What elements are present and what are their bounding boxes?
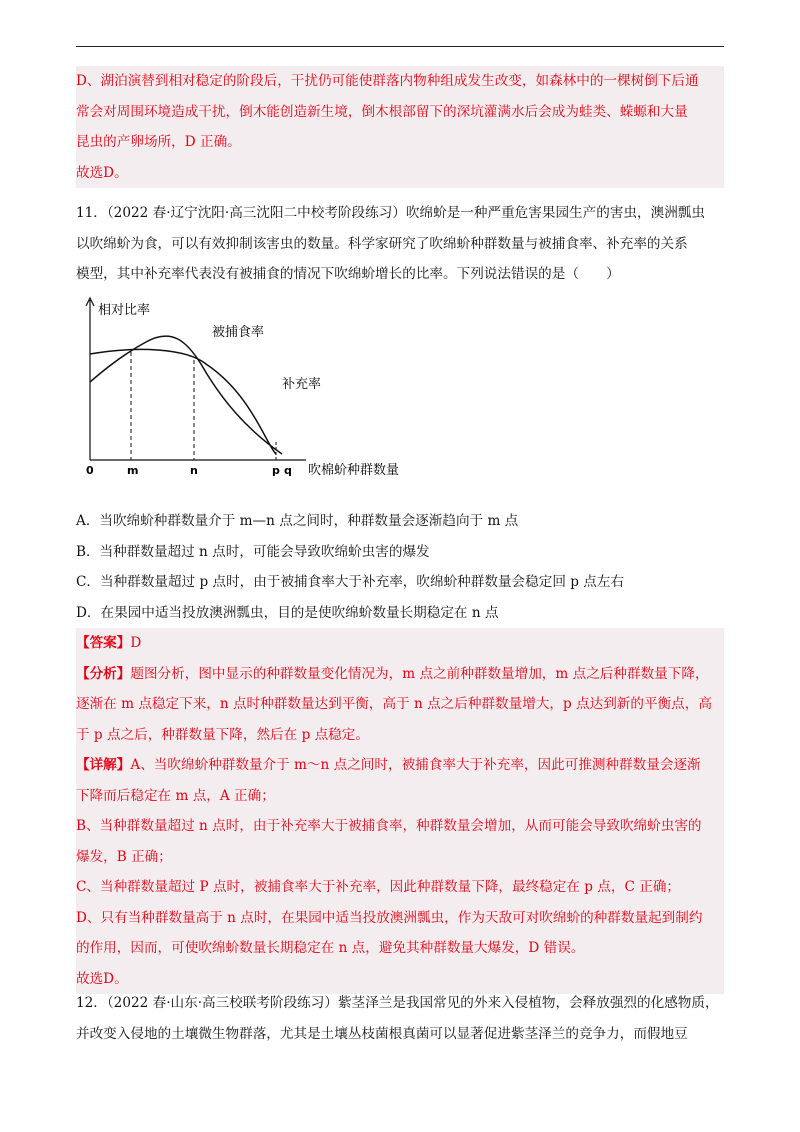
detail-line [76,750,724,781]
header-rule [76,46,724,47]
origin-label: 0 [86,464,94,477]
tick-label-q: q [284,464,292,477]
option-a: A．当吹绵蚧种群数量介于 m—n 点之间时，种群数量会逐渐趋向于 m 点 [76,513,519,529]
text-line: C、当种群数量超过 P 点时，被捕食率大于补充率，因此种群数量下降，最终稳定在 p 点，C 正确； [76,879,681,895]
answer-tag: 【答案】 [76,635,131,651]
answer-line [76,628,724,659]
question-12-stem [76,988,724,1049]
text-line: A、当吹绵蚧种群数量介于 m～n 点之间时，被捕食率大于补充率，因此可推测种群数量会逐渐 [130,757,701,773]
x-axis-label: 吹棉蚧种群数量 [308,463,400,478]
option-d: D．在果园中适当投放澳洲瓢虫，目的是使吹绵蚧数量长期稳定在 n 点 [76,604,499,621]
text-line: 于 p 点之后，种群数量下降，然后在 p 点稳定。 [76,726,369,743]
text-line: 常会对周围环境造成干扰，倒木能创造新生境，倒木根部留下的深坑灌满水后会成为蛙类、蝾螈和大量 [76,103,688,120]
prev-explanation [76,66,724,188]
question-11-solution [76,628,724,994]
curve-label-recruitment: 补充率 [282,377,322,392]
text-line: 12．（2022 春·山东·高三校联考阶段练习）紫茎泽兰是我国常见的外来入侵植物，会释放强烈的化感物质， [76,995,719,1011]
curve-label-predation: 被捕食率 [212,325,265,340]
text-line: 逐渐在 m 点稳定下来，n 点时种群数量达到平衡，高于 n 点之后种群数量增大，p 点达到新的平衡点，高 [76,696,712,712]
question-11-options [76,506,724,628]
answer-value: D [130,635,142,651]
text-line: 并改变入侵地的土壤微生物群落，尤其是土壤丛枝菌根真菌可以显著促进紫茎泽兰的竞争力，而假地豆 [76,1025,688,1042]
text-line: D、只有当种群数量高于 n 点时，在果园中适当投放澳洲瓢虫，作为天敌可对吹绵蚧的种群数量起到制约 [76,909,703,926]
tick-label-m: m [127,464,139,477]
conclusion-line: 故选D。 [76,164,128,181]
text-line: 模型，其中补充率代表没有被捕食的情况下吹绵蚧增长的比率。下列说法错误的是（ ） [76,266,620,282]
text-line: 下降而后稳定在 m 点，A 正确； [76,787,275,804]
question-11-figure [76,294,456,494]
option-b: B．当种群数量超过 n 点时，可能会导致吹绵蚧虫害的爆发 [76,543,430,560]
text-line: 的作用，因而，可使吹绵蚧数量长期稳定在 n 点，避免其种群数量大爆发，D 错误。 [76,940,585,956]
tick-label-n: n [190,464,198,477]
detail-tag: 【详解】 [76,757,131,773]
text-line: D、湖泊演替到相对稳定的阶段后，干扰仍可能使群落内物种组成发生改变，如森林中的一棵树倒下后通 [76,73,699,89]
tick-label-p: p [272,464,280,477]
text-line: 爆发，B 正确； [76,848,172,865]
curve-recruitment-rate [90,349,276,454]
question-11-stem [76,198,724,290]
text-line: 11．（2022 春·辽宁沈阳·高三沈阳二中校考阶段练习）吹绵蚧是一种严重危害果园生产的害虫，澳洲瓢虫 [76,205,705,221]
text-line: B、当种群数量超过 n 点时，由于补充率大于被捕食率，种群数量会增加，从而可能会导致吹绵蚧虫害的 [76,818,702,834]
option-c: C．当种群数量超过 p 点时，由于被捕食率大于补充率，吹绵蚧种群数量会稳定回 p 点左右 [76,574,625,590]
analysis-tag: 【分析】 [76,665,131,682]
text-line: 题图分析，图中显示的种群数量变化情况为，m 点之前种群数量增加，m 点之后种群数量下降， [130,665,709,682]
curve-predation-rate [90,336,282,454]
y-axis-label: 相对比率 [98,303,151,318]
analysis-line [76,659,724,690]
curve-hidden-helper [90,350,282,458]
text-line: 以吹绵蚧为食，可以有效抑制该害虫的数量。科学家研究了吹绵蚧种群数量与被捕食率、补充率的关系 [76,235,688,252]
conclusion-line: 故选D。 [76,970,128,987]
text-line: 昆虫的产卵场所，D 正确。 [76,134,241,150]
population-diagram [76,294,456,494]
